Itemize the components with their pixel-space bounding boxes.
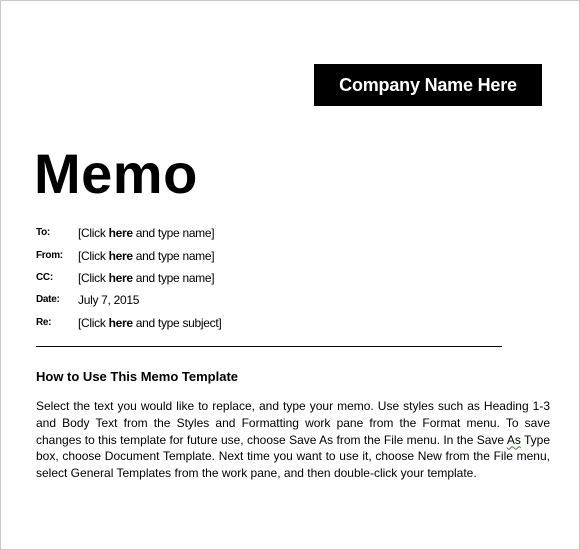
field-label-to: To: xyxy=(36,227,50,238)
field-value-date[interactable]: July 7, 2015 xyxy=(78,293,140,307)
company-name-text: Company Name Here xyxy=(339,75,517,95)
field-label-date: Date: xyxy=(36,294,60,305)
field-label-re: Re: xyxy=(36,317,52,328)
field-label-from: From: xyxy=(36,250,63,261)
header-divider-line xyxy=(36,346,502,347)
company-name-banner[interactable] xyxy=(314,64,542,106)
field-value-to[interactable]: [Click here and type name] xyxy=(78,226,215,240)
field-label-cc: CC: xyxy=(36,272,53,283)
spelling-squiggle-word: As xyxy=(506,432,521,447)
memo-title: Memo xyxy=(34,142,198,205)
field-value-cc[interactable]: [Click here and type name] xyxy=(78,271,215,285)
howto-heading: How to Use This Memo Template xyxy=(36,369,239,384)
field-value-from[interactable]: [Click here and type name] xyxy=(78,249,215,263)
field-value-re[interactable]: [Click here and type subject] xyxy=(78,316,222,330)
howto-body-text[interactable]: Select the text you would like to replace, and type your memo. Use styles such as Heading 1-3 and Body Text from the Styles and Formatting work pane from the Format menu. To save changes to this template for future use, choose Save As from the File menu. In the Save As Type box, choose Document Template. Next time you want to use it, choose New from the File menu, select General Templates from the work pane, and then double-click your template. xyxy=(36,399,550,481)
